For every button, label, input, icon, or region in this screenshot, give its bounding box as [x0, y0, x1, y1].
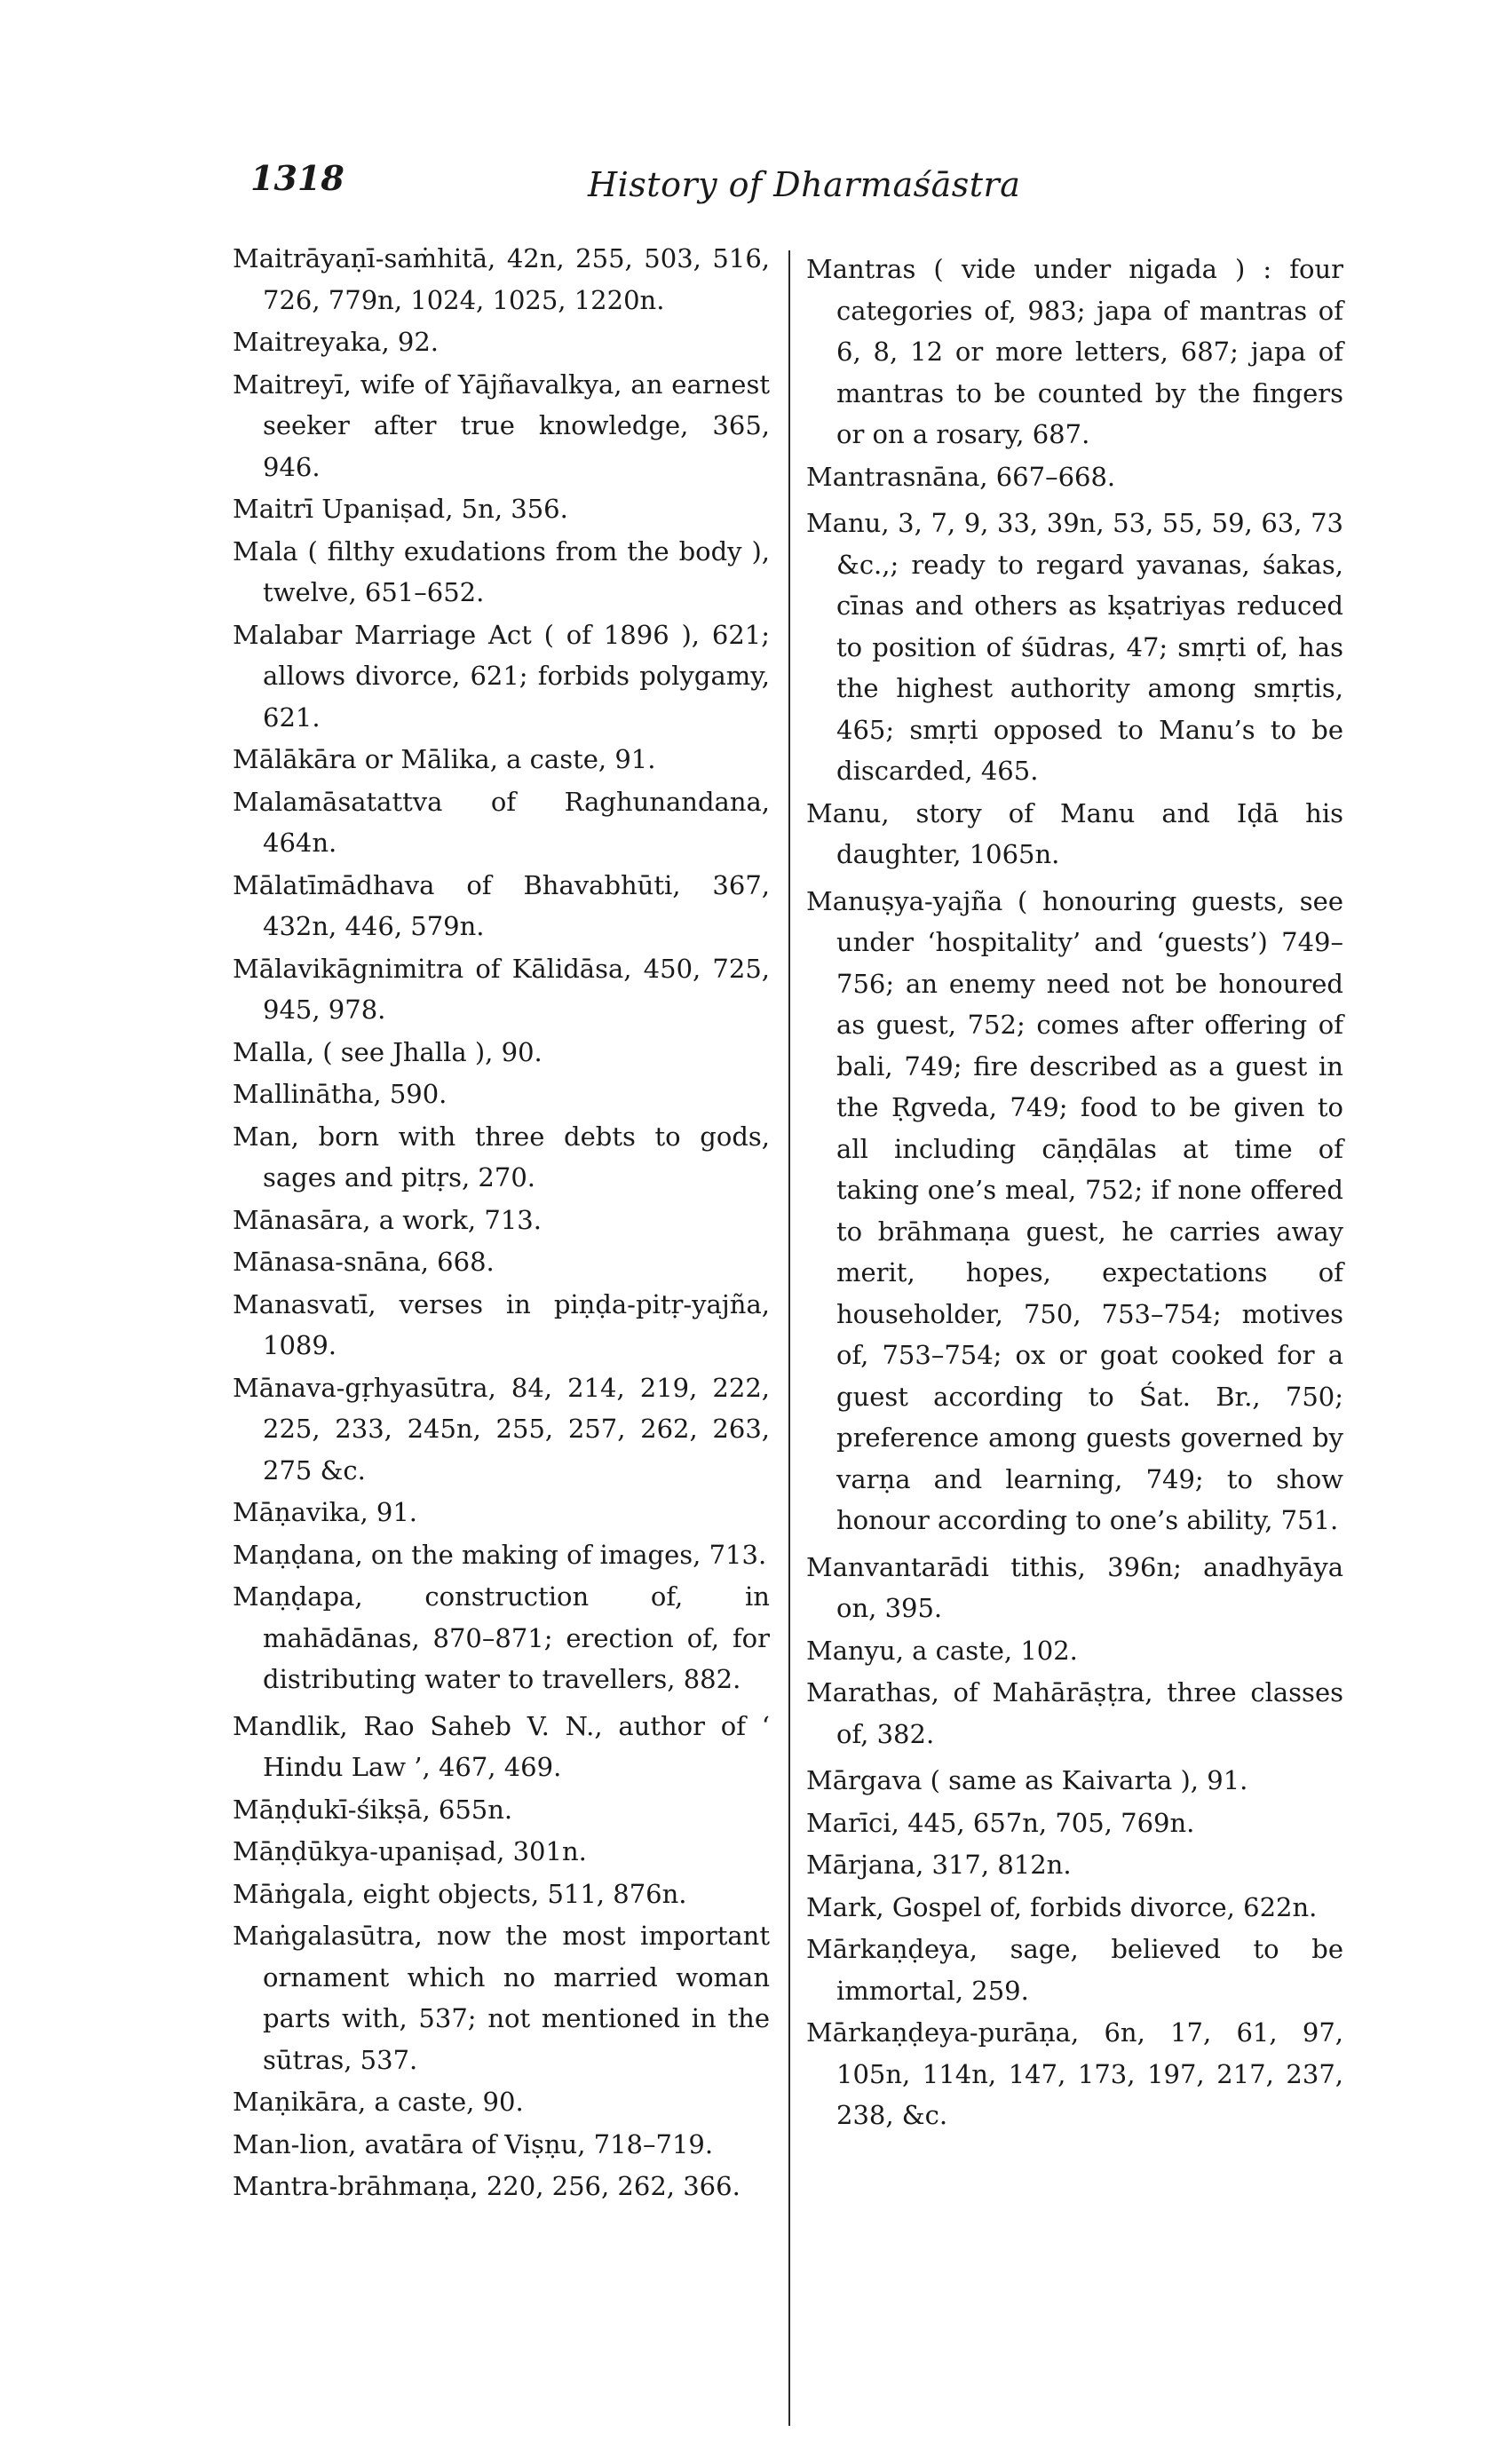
index-entry: Maitreyī, wife of Yājñavalkya, an earnest seeker after true knowledge, 365, 946.	[233, 368, 770, 482]
index-entry: Maṇikāra, a caste, 90.	[233, 2087, 524, 2117]
index-entry: Maṇḍapa, construction of, in mahādānas, 870–871; erection of, for distributing water to travellers, 882.	[233, 1581, 770, 1694]
index-entry: Māṇavika, 91.	[233, 1497, 418, 1527]
index-entry: Mārkaṇḍeya-purāṇa, 6n, 17, 61, 97, 105n, 114n, 147, 173, 197, 217, 237, 238, &c.	[806, 2017, 1343, 2130]
index-entry: Mala ( filthy exudations from the body ), twelve, 651–652.	[233, 535, 770, 607]
index-entry: Marathas, of Mahārāṣṭra, three classes of, 382.	[806, 1677, 1343, 1749]
index-entry: Maitrāyaṇī-saṁhitā, 42n, 255, 503, 516, 726, 779n, 1024, 1025, 1220n.	[233, 243, 770, 315]
index-entry: Manuṣya-yajña ( honouring guests, see under ‘hospitality’ and ‘guests’) 749–756; an enemy need not be honoured as guest, 752; comes after offering of bali, 749; fire described as a guest in the Ṛgveda, 749; food to be given to all including cāṇḍālas at time of taking one’s meal, 752; if none offered to brāhmaṇa guest, he carries away merit, hopes, expectations of householder, 750, 753–754; motives of, 753–754; ox or goat cooked for a guest according to Śat. Br., 750; preference among guests governed by varṇa and learning, 749; to show honour according to one’s ability, 751.	[806, 885, 1343, 1535]
index-entry: Māṇḍukī-śikṣā, 655n.	[233, 1794, 513, 1825]
index-entry: Maṇḍana, on the making of images, 713.	[233, 1539, 767, 1570]
index-column-right	[806, 249, 1343, 2137]
index-entry: Man-lion, avatāra of Viṣṇu, 718–719.	[233, 2128, 714, 2159]
index-entry: Mārjana, 317, 812n.	[806, 1850, 1072, 1880]
index-entry: Manasvatī, verses in piṇḍa-pitṛ-yajña, 1089.	[233, 1288, 770, 1360]
index-entry: Manu, 3, 7, 9, 33, 39n, 53, 55, 59, 63, 73 &c.,; ready to regard yavanas, śakas, cīnas and others as kṣatriyas reduced to position of śūdras, 47; smṛti of, has the highest authority among smṛtis, 465; smṛti opposed to Manu’s to be discarded, 465.	[806, 508, 1343, 786]
index-entry: Mālatīmādhava of Bhavabhūti, 367, 432n, 446, 579n.	[233, 869, 770, 941]
index-entry: Mārkaṇḍeya, sage, believed to be immortal, 259.	[806, 1934, 1343, 2006]
index-entry: Manyu, a caste, 102.	[806, 1635, 1078, 1666]
page-number: 1318	[250, 158, 345, 198]
index-entry: Malla, ( see Jhalla ), 90.	[233, 1036, 543, 1067]
index-entry: Maitrī Upaniṣad, 5n, 356.	[233, 494, 568, 524]
index-entry: Mark, Gospel of, forbids divorce, 622n.	[806, 1891, 1318, 1922]
index-entry: Mantrasnāna, 667–668.	[806, 461, 1116, 492]
index-entry: Man, born with three debts to gods, sages and pitṛs, 270.	[233, 1121, 770, 1192]
index-entry: Mallinātha, 590.	[233, 1079, 447, 1109]
index-entry: Maitreyaka, 92.	[233, 327, 440, 357]
index-entry: Mārgava ( same as Kaivarta ), 91.	[806, 1765, 1248, 1795]
index-entry: Malabar Marriage Act ( of 1896 ), 621; allows divorce, 621; forbids polygamy, 621.	[233, 619, 770, 733]
index-entry: Malamāsatattva of Raghunandana, 464n.	[233, 786, 770, 858]
index-entry: Marīci, 445, 657n, 705, 769n.	[806, 1807, 1195, 1838]
index-entry: Maṅgalasūtra, now the most important ornament which no married woman parts with, 537; not mentioned in the sūtras, 537.	[233, 1921, 770, 2075]
index-entry: Manvantarādi tithis, 396n; anadhyāya on, 395.	[806, 1551, 1343, 1623]
index-entry: Mānava-gṛhyasūtra, 84, 214, 219, 222, 225, 233, 245n, 255, 257, 262, 263, 275 &c.	[233, 1372, 770, 1486]
index-column-left	[233, 238, 770, 2208]
index-entry: Mālākāra or Mālika, a caste, 91.	[233, 744, 656, 774]
column-divider	[788, 250, 790, 2426]
index-entry: Mānasa-snāna, 668.	[233, 1247, 495, 1277]
index-entry: Mantra-brāhmaṇa, 220, 256, 262, 366.	[233, 2171, 741, 2201]
index-entry: Māṅgala, eight objects, 511, 876n.	[233, 1878, 687, 1909]
running-head: History of Dharmaśāstra	[588, 165, 1021, 204]
index-entry: Mandlik, Rao Saheb V. N., author of ‘ Hindu Law ’, 467, 469.	[233, 1710, 770, 1782]
index-entry: Māṇḍūkya-upaniṣad, 301n.	[233, 1836, 587, 1866]
index-entry: Mantras ( vide under nigada ) : four categories of, 983; japa of mantras of 6, 8, 12 or more letters, 687; japa of mantras to be counted by the fingers or on a rosary, 687.	[806, 254, 1343, 449]
index-entry: Mālavikāgnimitra of Kālidāsa, 450, 725, 945, 978.	[233, 953, 770, 1025]
index-entry: Manu, story of Manu and Iḍā his daughter, 1065n.	[806, 797, 1343, 869]
index-entry: Mānasāra, a work, 713.	[233, 1204, 542, 1235]
